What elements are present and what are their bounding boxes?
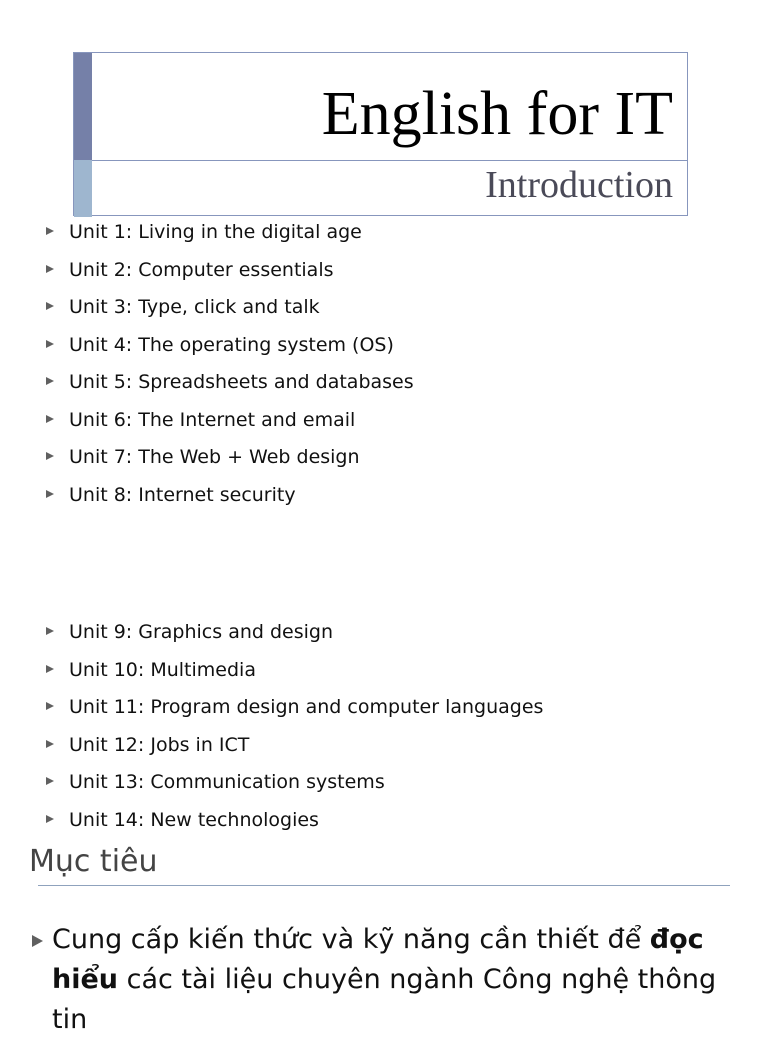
unit-label: Unit 8: Internet security xyxy=(69,483,296,506)
list-item xyxy=(46,734,543,772)
unit-label: Unit 5: Spreadsheets and databases xyxy=(69,371,414,393)
list-item xyxy=(46,334,414,372)
bullet-arrow-icon xyxy=(46,740,54,748)
bullet-arrow-icon xyxy=(46,415,54,423)
bullet-arrow-icon xyxy=(46,265,54,273)
list-item xyxy=(46,809,543,847)
objective-paragraph xyxy=(52,920,722,1040)
unit-label: Unit 7: The Web + Web design xyxy=(69,446,360,468)
objective-emphasis: đọc hiểu xyxy=(52,924,704,995)
title-block xyxy=(73,52,688,216)
title-divider xyxy=(92,160,687,161)
bullet-arrow-icon xyxy=(46,452,54,460)
page-subtitle: Introduction xyxy=(485,164,673,206)
unit-list-second xyxy=(46,621,543,846)
unit-label: Unit 1: Living in the digital age xyxy=(69,221,362,243)
list-item xyxy=(46,221,414,259)
unit-label: Unit 12: Jobs in ICT xyxy=(69,733,250,756)
bullet-arrow-icon xyxy=(46,302,54,310)
unit-label: Unit 11: Program design and computer languages xyxy=(69,696,544,718)
unit-label: Unit 14: New technologies xyxy=(69,808,319,831)
bullet-arrow-icon xyxy=(46,777,54,785)
bullet-arrow-icon xyxy=(46,490,54,498)
section-divider xyxy=(38,885,730,886)
list-item xyxy=(46,446,414,484)
unit-label: Unit 3: Type, click and talk xyxy=(69,296,320,318)
objective-text: Cung cấp kiến thức và kỹ năng cần thiết để xyxy=(52,924,650,955)
bullet-arrow-icon xyxy=(46,340,54,348)
section-heading: Mục tiêu xyxy=(29,844,158,879)
list-item xyxy=(46,409,414,447)
list-item xyxy=(46,621,543,659)
bullet-arrow-icon xyxy=(46,665,54,673)
list-item xyxy=(46,771,543,809)
list-item xyxy=(46,696,543,734)
unit-label: Unit 6: The Internet and email xyxy=(69,408,356,431)
bullet-arrow-icon xyxy=(46,702,54,710)
list-item xyxy=(46,484,414,522)
unit-label: Unit 13: Communication systems xyxy=(69,771,385,793)
bullet-arrow-icon xyxy=(46,815,54,823)
bullet-arrow-icon xyxy=(46,627,54,635)
bullet-arrow-icon xyxy=(46,377,54,385)
list-item xyxy=(46,659,543,697)
unit-list-first xyxy=(46,221,414,521)
unit-label: Unit 9: Graphics and design xyxy=(69,621,334,643)
unit-label: Unit 2: Computer essentials xyxy=(69,258,334,281)
unit-label: Unit 10: Multimedia xyxy=(69,658,256,681)
list-item xyxy=(46,259,414,297)
unit-label: Unit 4: The operating system (OS) xyxy=(69,333,394,356)
list-item xyxy=(46,296,414,334)
bullet-arrow-icon xyxy=(32,935,43,947)
list-item xyxy=(46,371,414,409)
title-accent-bar xyxy=(74,53,92,160)
subtitle-accent-bar xyxy=(74,160,92,217)
bullet-arrow-icon xyxy=(46,227,54,235)
objective-text-cont: các tài liệu chuyên ngành Công nghệ thông tin xyxy=(52,964,717,1035)
page-title: English for IT xyxy=(321,80,673,148)
